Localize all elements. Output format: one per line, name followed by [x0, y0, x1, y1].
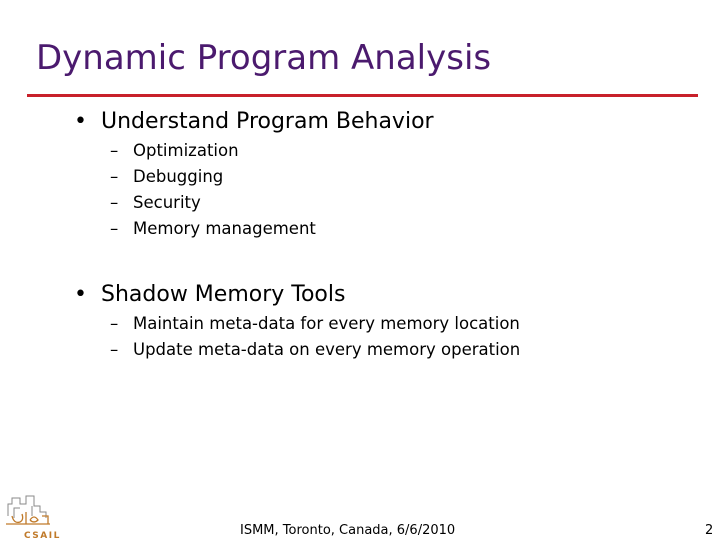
- sub-item: [110, 140, 610, 162]
- footer-text: ISMM, Toronto, Canada, 6/6/2010: [240, 523, 456, 538]
- csail-logo-icon: [4, 494, 62, 540]
- bullet-icon: •: [74, 109, 87, 134]
- sub-item-text: Update meta-data on every memory operation: [133, 340, 521, 359]
- dash-icon: –: [110, 193, 119, 212]
- sub-item-text: Optimization: [133, 141, 239, 160]
- sub-item: [110, 339, 670, 361]
- sub-item-text: Debugging: [133, 167, 224, 186]
- dash-icon: –: [110, 219, 119, 238]
- bullet-text: Understand Program Behavior: [101, 109, 434, 134]
- bullet-icon: •: [74, 282, 87, 307]
- sub-item-text: Security: [133, 193, 201, 212]
- dash-icon: –: [110, 141, 119, 160]
- sub-item: [110, 313, 670, 335]
- dash-icon: –: [110, 314, 119, 333]
- title-divider: [27, 94, 698, 97]
- bullet-item: [74, 108, 674, 136]
- bullet-text: Shadow Memory Tools: [101, 282, 346, 307]
- page-number: 2: [705, 523, 714, 538]
- bullet-item: [74, 281, 674, 309]
- csail-logo: [4, 494, 62, 540]
- sub-item-text: Maintain meta-data for every memory location: [133, 314, 520, 333]
- sub-item: [110, 166, 610, 188]
- sub-item: [110, 218, 610, 240]
- sub-item: [110, 192, 610, 214]
- dash-icon: –: [110, 167, 119, 186]
- sub-item-text: Memory management: [133, 219, 316, 238]
- svg-text:CSAIL: CSAIL: [24, 531, 61, 540]
- slide-title: Dynamic Program Analysis: [36, 38, 492, 78]
- dash-icon: –: [110, 340, 119, 359]
